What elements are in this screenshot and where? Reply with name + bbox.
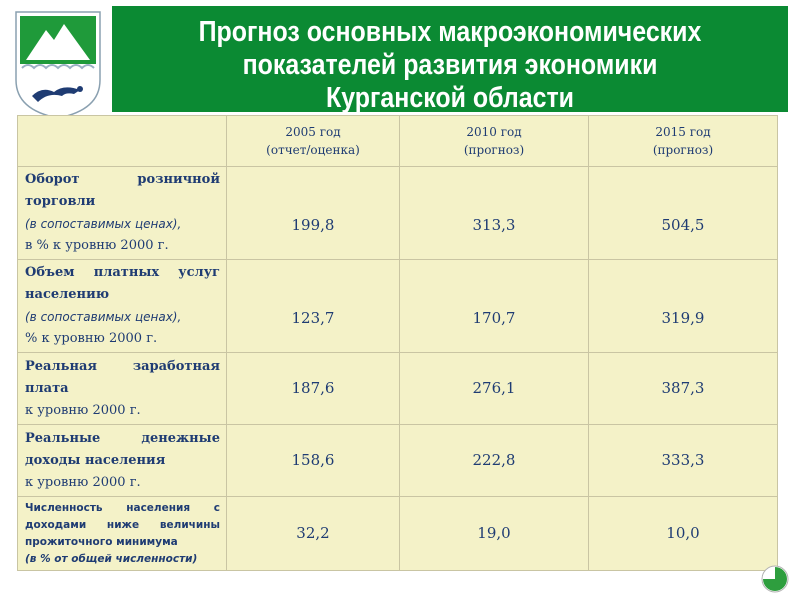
coat-of-arms-icon <box>12 10 104 120</box>
column-note: (отчет/оценка) <box>266 143 360 157</box>
column-header-2010 <box>400 116 589 167</box>
row-label <box>18 167 227 260</box>
corner-cell <box>18 116 227 167</box>
table-cell: 387,3 <box>589 353 778 425</box>
table-row <box>18 497 778 571</box>
table-cell: 199,8 <box>227 167 400 260</box>
row-label-line: Реальная заработная <box>25 358 220 374</box>
table-cell: 170,7 <box>400 260 589 353</box>
column-year: 2010 год <box>466 125 522 139</box>
row-label <box>18 260 227 353</box>
row-label-line: торговли <box>25 194 96 209</box>
row-label <box>18 425 227 497</box>
table-cell: 333,3 <box>589 425 778 497</box>
column-note: (прогноз) <box>463 143 525 157</box>
table-cell: 32,2 <box>227 497 400 571</box>
row-unit: к уровню 2000 г. <box>25 402 141 418</box>
row-unit: к уровню 2000 г. <box>25 474 141 490</box>
row-label-line: населению <box>25 287 110 302</box>
table-cell: 10,0 <box>589 497 778 571</box>
row-label-line: Оборот розничной <box>25 172 220 187</box>
row-label-line: плата <box>25 380 69 396</box>
table-cell: 158,6 <box>227 425 400 497</box>
row-label-line: Объем платных услуг <box>25 265 220 280</box>
page-title <box>159 6 740 112</box>
column-year: 2015 год <box>655 125 711 139</box>
row-note: (в сопоставимых ценах), <box>25 217 182 231</box>
row-note: (в % от общей численности) <box>25 552 198 565</box>
column-year: 2005 год <box>285 125 341 139</box>
table-row <box>18 167 778 260</box>
title-line-1: Прогноз основных макроэкономических <box>198 16 702 48</box>
row-label-line: прожиточного минимума <box>25 535 178 548</box>
table-row <box>18 353 778 425</box>
table-cell: 187,6 <box>227 353 400 425</box>
column-note: (прогноз) <box>652 143 714 157</box>
table-row <box>18 425 778 497</box>
title-line-2: показателей развития экономики <box>242 49 658 81</box>
row-note: (в сопоставимых ценах), <box>25 310 182 324</box>
row-unit: % к уровню 2000 г. <box>25 331 158 346</box>
table-cell: 222,8 <box>400 425 589 497</box>
table-cell: 504,5 <box>589 167 778 260</box>
row-label-line: Реальные денежные <box>25 430 220 446</box>
table-cell: 313,3 <box>400 167 589 260</box>
table-cell: 123,7 <box>227 260 400 353</box>
header-bar <box>112 6 788 112</box>
column-header-2005 <box>227 116 400 167</box>
title-line-3: Курганской области <box>325 82 574 112</box>
forecast-table <box>17 115 778 571</box>
column-header-2015 <box>589 116 778 167</box>
table-cell: 276,1 <box>400 353 589 425</box>
row-unit: в % к уровню 2000 г. <box>25 238 169 253</box>
nav-circle-icon[interactable] <box>761 565 789 593</box>
table-cell: 19,0 <box>400 497 589 571</box>
row-label-line: доходами ниже величины <box>25 518 220 531</box>
table-header-row <box>18 116 778 167</box>
row-label-line: Численность населения с <box>25 501 220 514</box>
row-label-line: доходы населения <box>25 452 166 468</box>
table-row <box>18 260 778 353</box>
row-label <box>18 353 227 425</box>
row-label <box>18 497 227 571</box>
table-cell: 319,9 <box>589 260 778 353</box>
